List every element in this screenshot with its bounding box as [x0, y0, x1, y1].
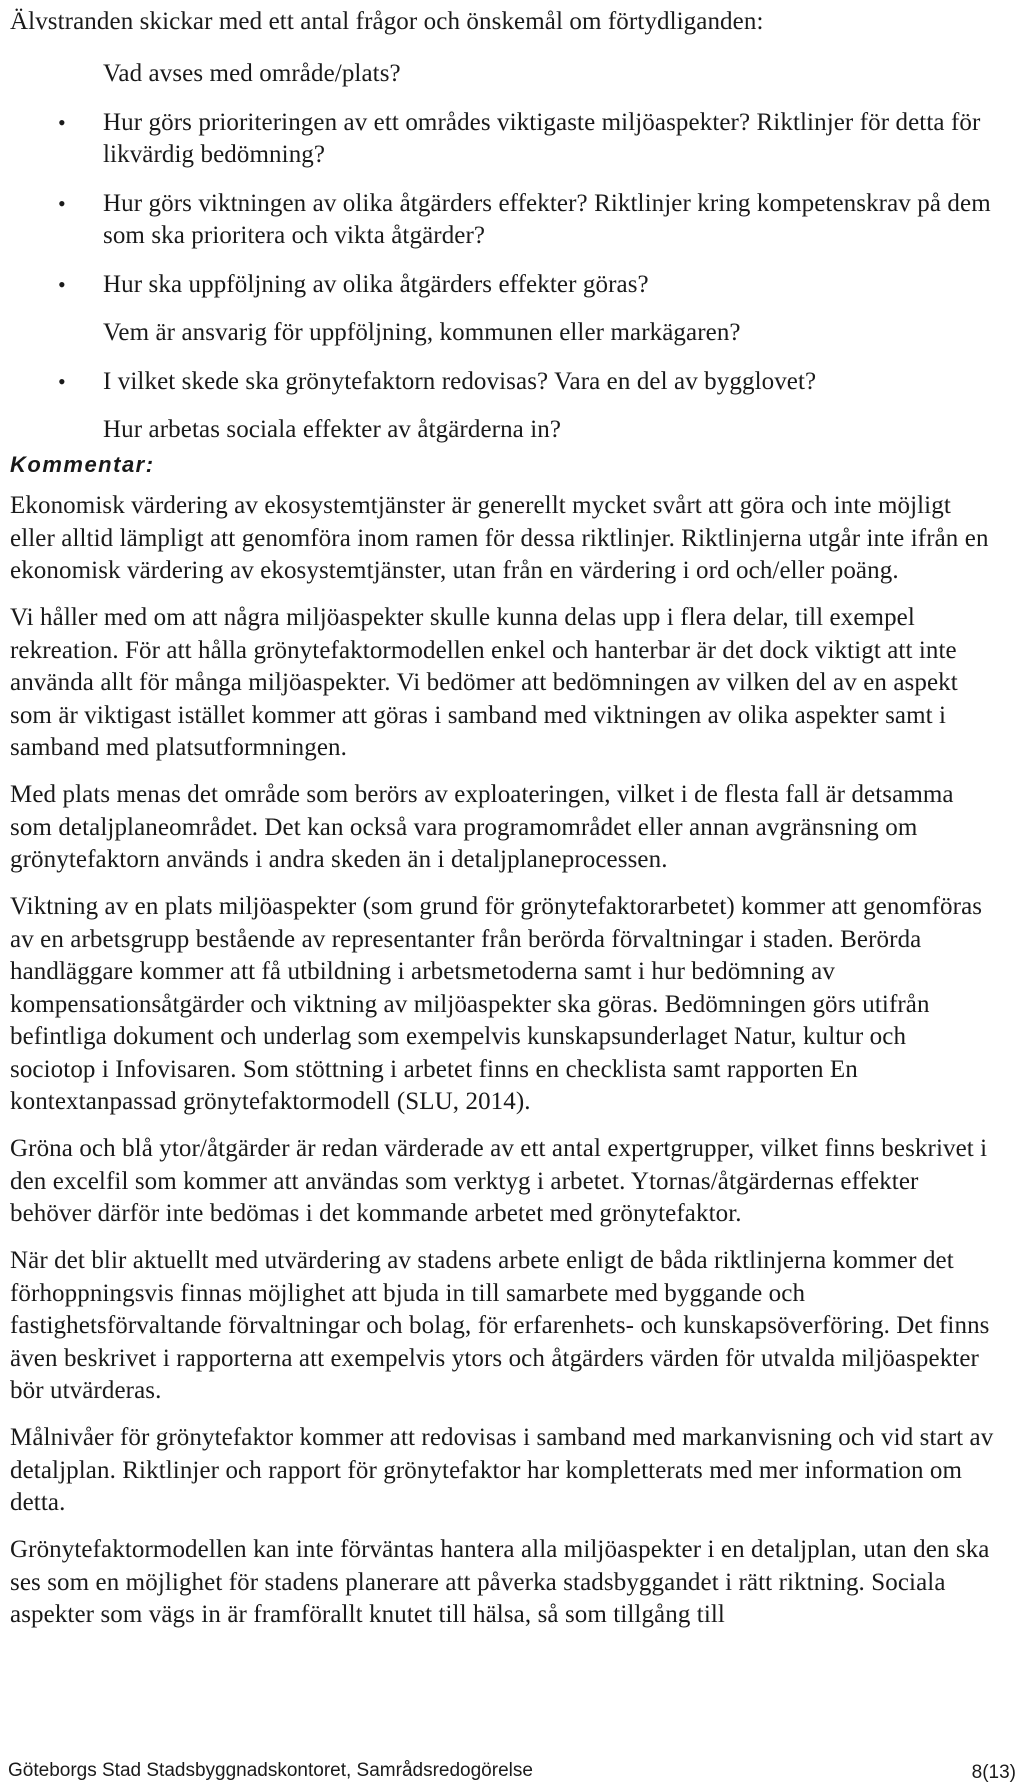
comment-paragraph: Med plats menas det område som berörs av exploateringen, vilket i de flesta fall är detsamma som detaljplaneområdet. Det kan också vara programområdet eller annan avgränsning om grönytefaktorn används i andra skeden än i detaljplaneprocessen.: [10, 781, 954, 873]
question-item: Vad avses med område/plats?: [103, 60, 401, 87]
question-list: [0, 58, 1024, 447]
comment-paragraph: När det blir aktuellt med utvärdering av stadens arbete enligt de båda riktlinjerna kommer det förhoppningsvis finnas möjlighet att bjuda in till samarbete med byggande och fastighetsförvaltande förvaltningar och bolag, för erfarenhets- och kunskapsöverföring. Det finns även beskrivet i rapporterna att exempelvis ytors och åtgärders värden för utvalda miljöaspekter bör utvärderas.: [10, 1247, 990, 1404]
comment-paragraph: Ekonomisk värdering av ekosystemtjänster är generellt mycket svårt att göra och inte möjligt eller alltid lämpligt att genomföra inom ramen för dessa riktlinjer. Riktlinjerna utgår inte ifrån en ekonomisk värdering av ekosystemtjänster, utan från en värdering i ord och/eller poäng.: [10, 492, 989, 584]
comment-heading: Kommentar:: [10, 452, 155, 477]
question-item: Vem är ansvarig för uppföljning, kommunen eller markägaren?: [103, 319, 741, 346]
page-footer: [0, 1760, 1024, 1788]
comment-paragraph: Målnivåer för grönytefaktor kommer att redovisas i samband med markanvisning och vid start av detaljplan. Riktlinjer och rapport för grönytefaktor har kompletterats med mer information om detta.: [10, 1424, 994, 1516]
comment-paragraph: Gröna och blå ytor/åtgärder är redan värderade av ett antal expertgrupper, vilket finns beskrivet i den excelfil som kommer att användas som verktyg i arbetet. Ytornas/åtgärdernas effekter behöver därför inte bedömas i det kommande arbetet med grönytefaktor.: [10, 1135, 988, 1227]
comment-paragraph: Viktning av en plats miljöaspekter (som grund för grönytefaktorarbetet) kommer att genomföras av en arbetsgrupp bestående av representanter från berörda förvaltningar i staden. Berörda handläggare kommer att få utbildning i arbetsmetoderna samt i hur bedömning av kompensationsåtgärder och viktning av miljöaspekter ska göras. Bedömningen görs utifrån befintliga dokument och underlag som exempelvis kunskapsunderlaget Natur, kultur och sociotop i Infovisaren. Som stöttning i arbetet finns en checklista samt rapporten En kontextanpassad grönytefaktormodell (SLU, 2014).: [10, 893, 983, 1115]
comment-paragraph: Grönytefaktormodellen kan inte förväntas hantera alla miljöaspekter i en detaljplan, utan den ska ses som en möjlighet för stadens planerare att påverka stadsbyggandet i rätt riktning. Sociala aspekter som vägs in är framförallt knutet till hälsa, så som tillgång till: [10, 1536, 990, 1628]
question-item: • I vilket skede ska grönytefaktorn redovisas? Vara en del av bygglovet?: [0, 366, 1003, 399]
question-item: • Hur görs prioriteringen av ett områdes viktigaste miljöaspekter? Riktlinjer för detta för likvärdig bedömning?: [0, 107, 1003, 172]
comment-paragraph: Vi håller med om att några miljöaspekter skulle kunna delas upp i flera delar, till exempel rekreation. För att hålla grönytefaktormodellen enkel och hanterbar är det dock viktigt att inte använda allt för många miljöaspekter. Vi bedömer att bedömningen av vilken del av en aspekt som är viktigast istället kommer att göras i samband med viktningen av olika aspekter samt i samband med platsutformningen.: [10, 604, 958, 761]
question-item: Hur arbetas sociala effekter av åtgärderna in?: [103, 416, 562, 443]
question-item: • Hur ska uppföljning av olika åtgärders effekter göras?: [0, 269, 1003, 302]
footer-title: Göteborgs Stad Stadsbyggnadskontoret, Samrådsredogörelse: [8, 1760, 533, 1781]
page-number: 8(13): [971, 1762, 1016, 1783]
intro-text: Älvstranden skickar med ett antal frågor och önskemål om förtydliganden:: [10, 8, 764, 35]
question-item: • Hur görs viktningen av olika åtgärders effekter? Riktlinjer kring kompetenskrav på dem som ska prioritera och vikta åtgärder?: [0, 188, 1003, 253]
comment-body: [10, 490, 995, 1646]
